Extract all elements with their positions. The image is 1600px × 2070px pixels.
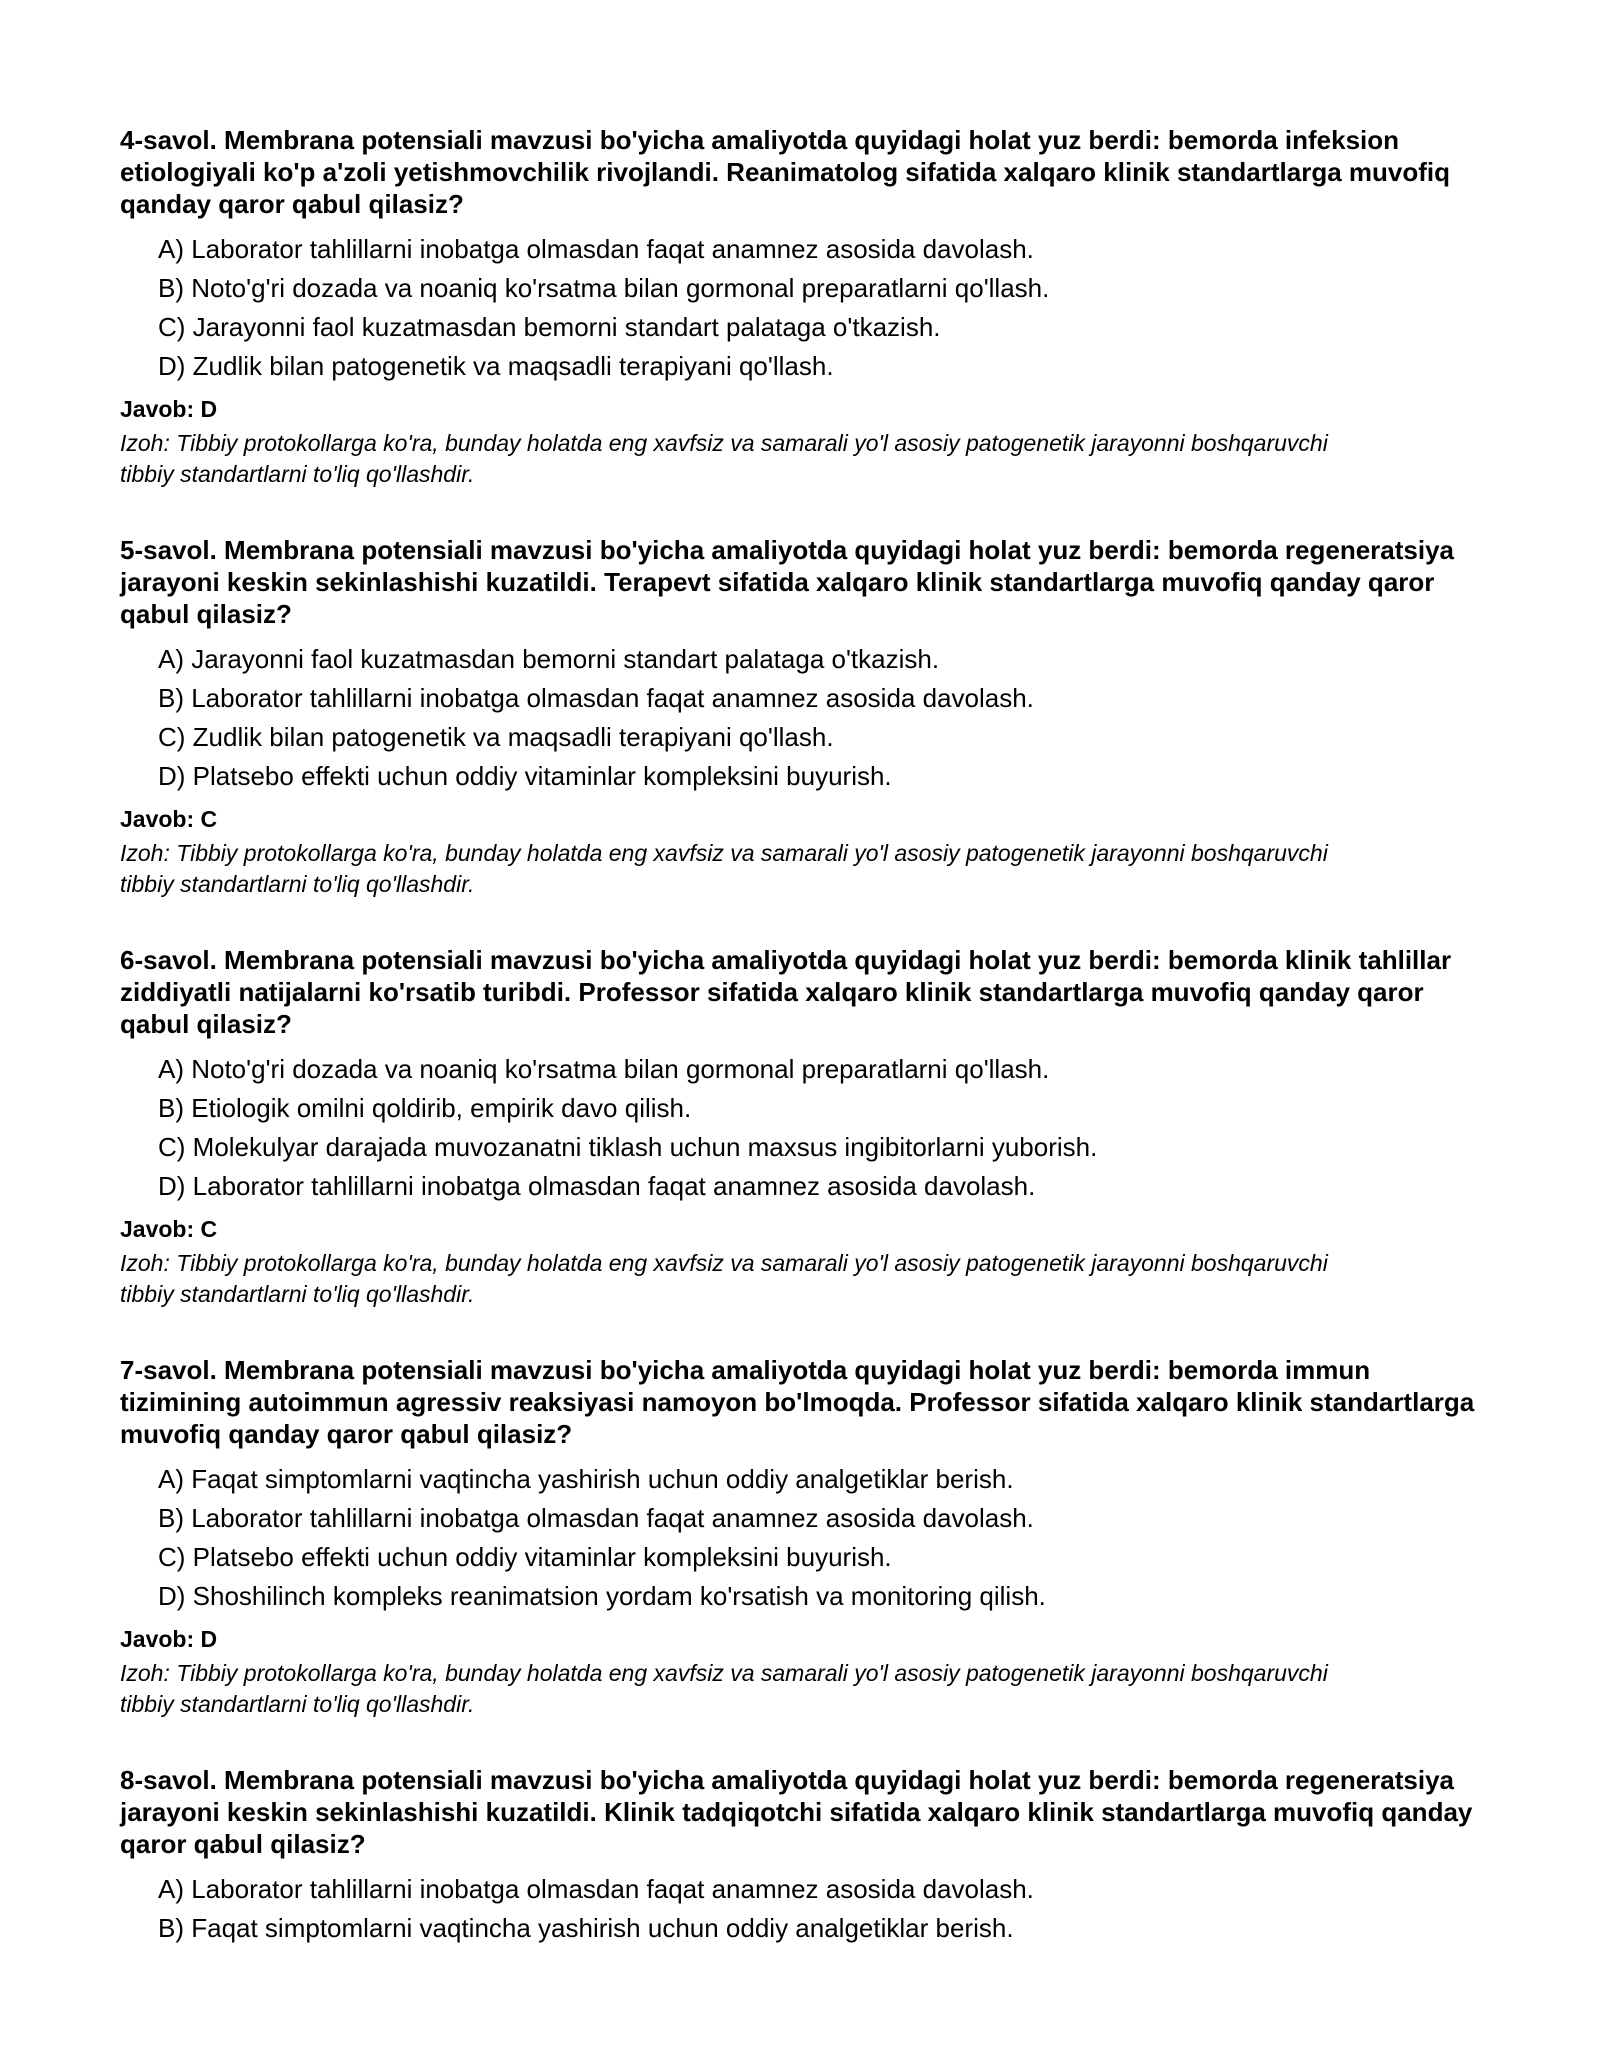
option-d: D) Zudlik bilan patogenetik va maqsadli terapiyani qo'llash.	[158, 351, 834, 381]
option-d: D) Platsebo effekti uchun oddiy vitaminlar kompleksini buyurish.	[158, 761, 892, 791]
options-list	[120, 1460, 1490, 1616]
option-c: C) Platsebo effekti uchun oddiy vitaminlar kompleksini buyurish.	[158, 1542, 892, 1572]
option-b: B) Faqat simptomlarni vaqtincha yashirish uchun oddiy analgetiklar berish.	[158, 1913, 1014, 1943]
question-4	[120, 124, 1490, 490]
answer-label: Javob: C	[120, 806, 218, 832]
answer-label: Javob: C	[120, 1216, 218, 1242]
options-list	[120, 230, 1490, 386]
question-5	[120, 534, 1490, 900]
options-list	[120, 1050, 1490, 1206]
question-title: 5-savol. Membrana potensiali mavzusi bo'yicha amaliyotda quyidagi holat yuz berdi: bemorda regeneratsiya jarayoni keskin sekinlashishi kuzatildi. Terapevt sifatida xalqaro klinik standartlarga muvofiq qanday qaror qabul qilasiz?	[120, 535, 1455, 629]
option-b: B) Etiologik omilni qoldirib, empirik davo qilish.	[158, 1093, 692, 1123]
question-title: 4-savol. Membrana potensiali mavzusi bo'yicha amaliyotda quyidagi holat yuz berdi: bemorda infeksion etiologiyali ko'p a'zoli yetishmovchilik rivojlandi. Reanimatolog sifatida xalqaro klinik standartlarga muvofiq qanday qaror qabul qilasiz?	[120, 125, 1451, 219]
option-b: B) Noto'g'ri dozada va noaniq ko'rsatma bilan gormonal preparatlarni qo'llash.	[158, 273, 1050, 303]
explanation-note: Izoh: Tibbiy protokollarga ko'ra, bunday holatda eng xavfsiz va samarali yo'l asosiy patogenetik jarayonni boshqaruvchi tibbiy standartlarni to'liq qo'llashdir.	[120, 1660, 1328, 1717]
options-list	[120, 1870, 1490, 1948]
answer-label: Javob: D	[120, 396, 218, 422]
option-c: C) Jarayonni faol kuzatmasdan bemorni standart palataga o'tkazish.	[158, 312, 941, 342]
option-b: B) Laborator tahlillarni inobatga olmasdan faqat anamnez asosida davolash.	[158, 683, 1034, 713]
explanation-note: Izoh: Tibbiy protokollarga ko'ra, bunday holatda eng xavfsiz va samarali yo'l asosiy patogenetik jarayonni boshqaruvchi tibbiy standartlarni to'liq qo'llashdir.	[120, 840, 1328, 897]
question-7	[120, 1354, 1490, 1720]
question-6	[120, 944, 1490, 1310]
option-a: A) Noto'g'ri dozada va noaniq ko'rsatma bilan gormonal preparatlarni qo'llash.	[158, 1054, 1050, 1084]
explanation-note: Izoh: Tibbiy protokollarga ko'ra, bunday holatda eng xavfsiz va samarali yo'l asosiy patogenetik jarayonni boshqaruvchi tibbiy standartlarni to'liq qo'llashdir.	[120, 430, 1328, 487]
question-title: 7-savol. Membrana potensiali mavzusi bo'yicha amaliyotda quyidagi holat yuz berdi: bemorda immun tizimining autoimmun agressiv reaksiyasi namoyon bo'lmoqda. Professor sifatida xalqaro klinik standartlarga muvofiq qanday qaror qabul qilasiz?	[120, 1355, 1475, 1449]
option-c: C) Zudlik bilan patogenetik va maqsadli terapiyani qo'llash.	[158, 722, 834, 752]
option-d: D) Shoshilinch kompleks reanimatsion yordam ko'rsatish va monitoring qilish.	[158, 1581, 1046, 1611]
option-b: B) Laborator tahlillarni inobatga olmasdan faqat anamnez asosida davolash.	[158, 1503, 1034, 1533]
option-d: D) Laborator tahlillarni inobatga olmasdan faqat anamnez asosida davolash.	[158, 1171, 1036, 1201]
option-a: A) Faqat simptomlarni vaqtincha yashirish uchun oddiy analgetiklar berish.	[158, 1464, 1014, 1494]
question-title: 8-savol. Membrana potensiali mavzusi bo'yicha amaliyotda quyidagi holat yuz berdi: bemorda regeneratsiya jarayoni keskin sekinlashishi kuzatildi. Klinik tadqiqotchi sifatida xalqaro klinik standartlarga muvofiq qanday qaror qabul qilasiz?	[120, 1765, 1473, 1859]
question-title: 6-savol. Membrana potensiali mavzusi bo'yicha amaliyotda quyidagi holat yuz berdi: bemorda klinik tahlillar ziddiyatli natijalarni ko'rsatib turibdi. Professor sifatida xalqaro klinik standartlarga muvofiq qanday qaror qabul qilasiz?	[120, 945, 1452, 1039]
answer-label: Javob: D	[120, 1626, 218, 1652]
option-a: A) Laborator tahlillarni inobatga olmasdan faqat anamnez asosida davolash.	[158, 1874, 1034, 1904]
option-a: A) Jarayonni faol kuzatmasdan bemorni standart palataga o'tkazish.	[158, 644, 940, 674]
question-8	[120, 1764, 1490, 1948]
options-list	[120, 640, 1490, 796]
option-c: C) Molekulyar darajada muvozanatni tiklash uchun maxsus ingibitorlarni yuborish.	[158, 1132, 1098, 1162]
option-a: A) Laborator tahlillarni inobatga olmasdan faqat anamnez asosida davolash.	[158, 234, 1034, 264]
explanation-note: Izoh: Tibbiy protokollarga ko'ra, bunday holatda eng xavfsiz va samarali yo'l asosiy patogenetik jarayonni boshqaruvchi tibbiy standartlarni to'liq qo'llashdir.	[120, 1250, 1328, 1307]
